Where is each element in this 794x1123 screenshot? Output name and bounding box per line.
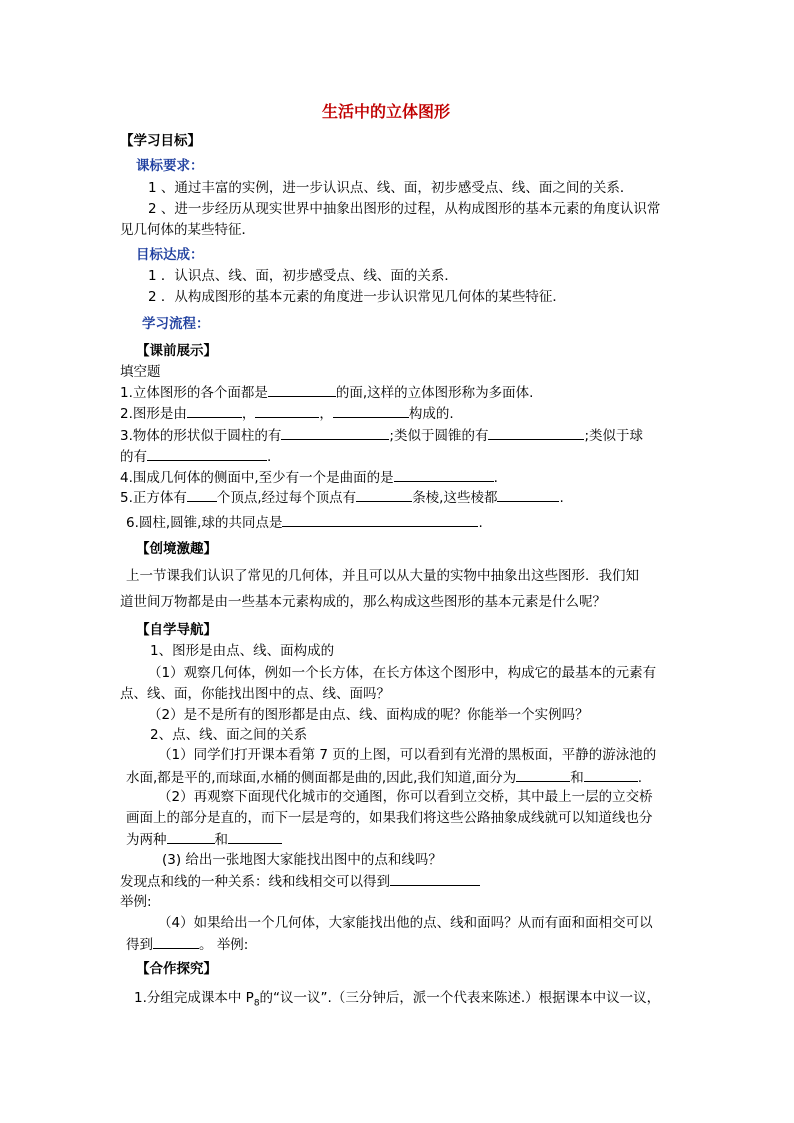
q6-text-b: .: [478, 515, 483, 531]
s2e-blank-2[interactable]: [228, 829, 282, 844]
q5-blank-2[interactable]: [356, 487, 412, 502]
question-1: [120, 382, 533, 403]
q5-text-c: 条棱,这些棱都: [412, 490, 498, 506]
q1-text-b: 的面,这样的立体图形称为多面体.: [335, 385, 534, 401]
q3-blank-3[interactable]: [147, 446, 267, 461]
q1-text-a: 1.立体图形的各个面都是: [120, 385, 268, 401]
q5-text-a: 5.正方体有: [120, 490, 187, 506]
q2-blank-2[interactable]: [255, 403, 319, 418]
page-title: 生活中的立体图形: [322, 102, 451, 121]
selfstudy-2j: [126, 934, 248, 955]
standard-2-line2: 见几何体的某些特征．: [120, 222, 255, 238]
s2b-blank-2[interactable]: [584, 767, 638, 782]
s2b-text-1: 水面,都是平的,而球面,水桶的侧面都是曲的,因此,我们知道,面分为: [126, 770, 517, 786]
situation-p1: 上一节课我们认识了常见的几何体，并且可以从大量的实物中抽象出这些图形．我们知: [126, 568, 639, 584]
selfstudy-2e: [126, 829, 282, 850]
section-achieve: 目标达成：: [136, 247, 204, 263]
q2-blank-3[interactable]: [333, 403, 409, 418]
s2j-blank[interactable]: [153, 934, 199, 949]
s2j-text-2: 。 举例:: [199, 937, 249, 953]
q3-blank-1[interactable]: [281, 425, 389, 440]
selfstudy-1c: （2）是不是所有的图形都是由点、线、面构成的呢？你能举一个实例吗？: [148, 707, 589, 723]
q4-blank[interactable]: [394, 467, 494, 482]
q2-sep-2: ，: [319, 406, 333, 422]
q2-text-d: 构成的.: [408, 406, 454, 422]
section-situation: 【创境激趣】: [136, 541, 217, 557]
s2e-blank-1[interactable]: [167, 829, 215, 844]
selfstudy-2a: （1）同学们打开课本看第 7 页的上图，可以看到有光滑的黑板面，平静的游泳池的: [158, 747, 657, 763]
s2b-text-2: 和: [570, 770, 584, 786]
q5-blank-1[interactable]: [187, 487, 217, 502]
section-preview: 【课前展示】: [136, 343, 217, 359]
q3-text-c: ;类似于球: [584, 428, 644, 444]
q2-text-a: 2.图形是由: [120, 406, 187, 422]
q3-text-d: 的有: [120, 449, 147, 465]
s2b-text-3: .: [637, 770, 643, 786]
question-3-line2: [120, 446, 271, 467]
achieve-1: 1 ．认识点、线、面，初步感受点、线、面的关系．: [148, 268, 458, 284]
s2e-text-1: 为两种: [126, 832, 167, 848]
q6-blank[interactable]: [282, 512, 478, 527]
question-3-line1: [120, 425, 643, 446]
q1-blank[interactable]: [268, 382, 336, 397]
preview-heading: 填空题: [120, 364, 161, 380]
selfstudy-1b: 点、线、面，你能找出图中的点、线、面吗？: [120, 686, 390, 702]
q3-text-e: .: [267, 449, 272, 465]
selfstudy-2b: [126, 767, 642, 788]
q4-text-b: .: [493, 470, 498, 486]
section-goals: 【学习目标】: [120, 133, 201, 149]
selfstudy-1a: （1）观察几何体，例如一个长方体，在长方体这个图形中，构成它的最基本的元素有: [148, 665, 657, 681]
q2-blank-1[interactable]: [187, 403, 242, 418]
c1-text-b: 的“议一议”.（三分钟后，派一个代表来陈述.）根据课本中议一议，: [259, 990, 661, 1006]
q3-text-a: 3.物体的形状似于圆柱的有: [120, 428, 282, 444]
selfstudy-2d: 画面上的部分是直的，而下一层是弯的，如果我们将这些公路抽象成线就可以知道线也分: [126, 810, 653, 826]
s2g-blank[interactable]: [390, 871, 480, 886]
q4-text-a: 4.围成几何体的侧面中,至少有一个是曲面的是: [120, 470, 394, 486]
q6-text-a: 6.圆柱,圆锥,球的共同点是: [126, 515, 283, 531]
question-5: [120, 487, 564, 508]
achieve-2: 2 ．从构成图形的基本元素的角度进一步认识常见几何体的某些特征．: [148, 289, 566, 305]
section-standards: 课标要求：: [136, 158, 204, 174]
selfstudy-2g: [120, 871, 480, 892]
q3-text-b: ;类似于圆锥的有: [389, 428, 489, 444]
q5-text-d: .: [559, 490, 564, 506]
situation-p2: 道世间万物都是由一些基本元素构成的，那么构成这些图形的基本元素是什么呢？: [120, 594, 606, 610]
s2j-text-1: 得到: [126, 937, 153, 953]
c1-subscript: 8: [253, 998, 260, 1009]
selfstudy-topic-1: 1、图形是由点、线、面构成的: [150, 643, 335, 659]
selfstudy-2c: （2）再观察下面现代化城市的交通图，你可以看到立交桥，其中最上一层的立交桥: [158, 789, 653, 805]
q5-text-b: 个顶点,经过每个顶点有: [216, 490, 357, 506]
q5-blank-3[interactable]: [497, 487, 559, 502]
standard-1: 1 、通过丰富的实例，进一步认识点、线、面，初步感受点、线、面之间的关系．: [148, 180, 634, 196]
cooperate-1: [134, 988, 660, 1014]
section-selfstudy: 【自学导航】: [136, 622, 217, 638]
section-cooperate: 【合作探究】: [136, 961, 217, 977]
q2-sep-1: ，: [241, 406, 256, 422]
selfstudy-topic-2: 2、点、线、面之间的关系: [150, 727, 308, 743]
selfstudy-2h: 举例:: [120, 894, 152, 910]
s2g-text: 发现点和线的一种关系：线和线相交可以得到: [120, 874, 390, 890]
question-4: [120, 467, 498, 488]
s2b-blank-1[interactable]: [516, 767, 570, 782]
selfstudy-2i: （4）如果给出一个几何体，大家能找出他的点、线和面吗？从而有面和面相交可以: [158, 915, 653, 931]
standard-2-line1: 2 、进一步经历从现实世界中抽象出图形的过程，从构成图形的基本元素的角度认识常: [148, 201, 661, 217]
question-6: [126, 512, 483, 533]
question-2: [120, 403, 454, 424]
selfstudy-2f: (3) 给出一张地图大家能找出图中的点和线吗？: [162, 852, 442, 868]
c1-text-a: 1.分组完成课本中 P: [134, 990, 254, 1006]
q3-blank-2[interactable]: [488, 425, 584, 440]
section-process: 学习流程：: [142, 316, 210, 332]
s2e-text-2: 和: [214, 832, 228, 848]
